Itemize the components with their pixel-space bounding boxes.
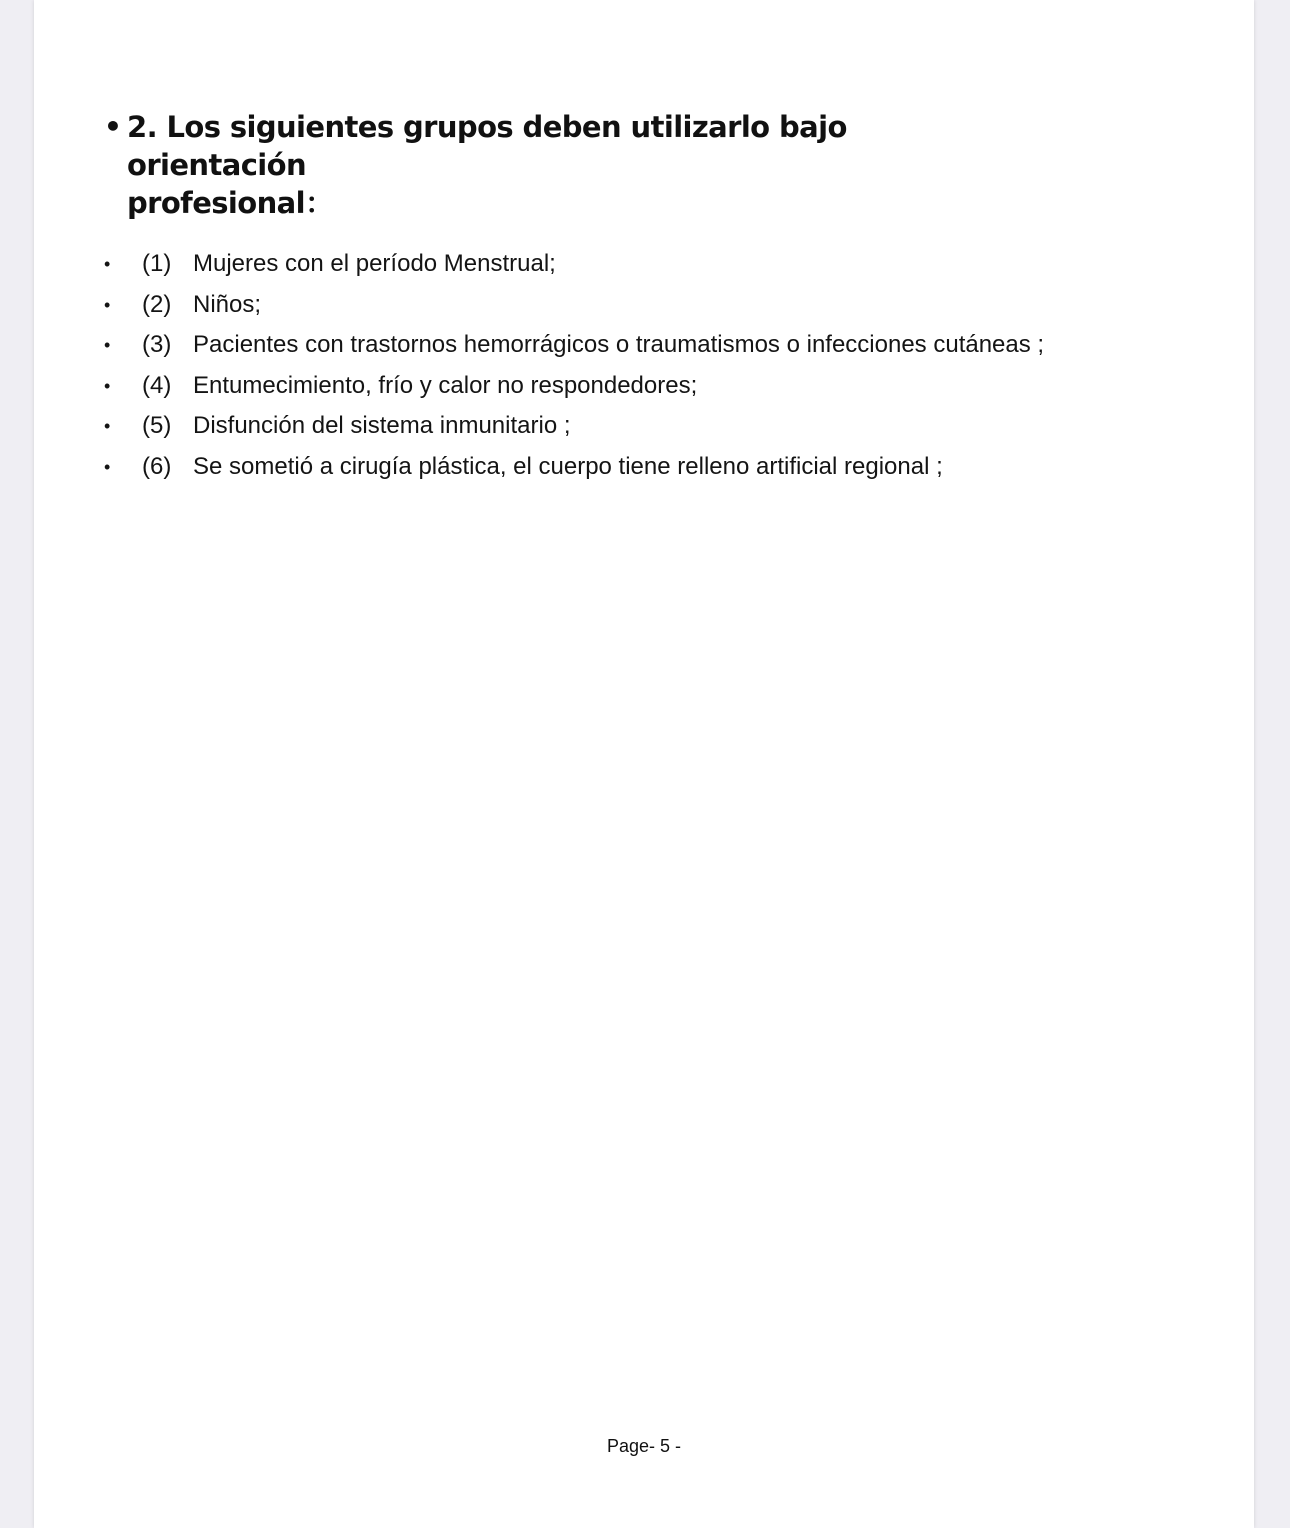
item-number: (5) xyxy=(142,412,172,439)
item-number: (6) xyxy=(142,452,172,480)
item-text: Entumecimiento, frío y calor no respondedores; xyxy=(193,371,698,399)
item-number: (2) xyxy=(142,290,172,318)
list-item xyxy=(104,368,1204,409)
list-bullet: • xyxy=(104,416,111,436)
heading-line-2: profesional： xyxy=(127,186,334,220)
item-text: Pacientes con trastornos hemorrágicos o traumatismos o infecciones cutáneas ; xyxy=(193,331,1045,358)
list-item xyxy=(104,287,1204,328)
item-number: (4) xyxy=(142,371,172,399)
list-bullet: • xyxy=(104,254,111,274)
item-text: Disfunción del sistema inmunitario ; xyxy=(193,412,571,439)
item-text: Niños; xyxy=(193,290,262,318)
heading-bullet: • xyxy=(104,110,122,143)
group-list xyxy=(104,246,1204,489)
heading-line-1: 2. Los siguientes grupos deben utilizarlo bajo orientación xyxy=(127,110,847,182)
list-item xyxy=(104,246,1204,287)
list-bullet: • xyxy=(104,294,111,315)
list-item xyxy=(104,408,1204,449)
item-number: (3) xyxy=(142,331,172,358)
section-heading xyxy=(104,108,1004,222)
page-number: Page- 5 - xyxy=(606,1436,682,1456)
list-bullet: • xyxy=(104,375,111,396)
list-bullet: • xyxy=(104,335,111,355)
item-number: (1) xyxy=(142,250,172,277)
list-item xyxy=(104,327,1204,368)
item-text: Se sometió a cirugía plástica, el cuerpo tiene relleno artificial regional ; xyxy=(193,452,943,480)
list-bullet: • xyxy=(104,456,111,477)
item-text: Mujeres con el período Menstrual; xyxy=(193,250,556,277)
document-page xyxy=(34,0,1254,1528)
list-item xyxy=(104,449,1204,490)
